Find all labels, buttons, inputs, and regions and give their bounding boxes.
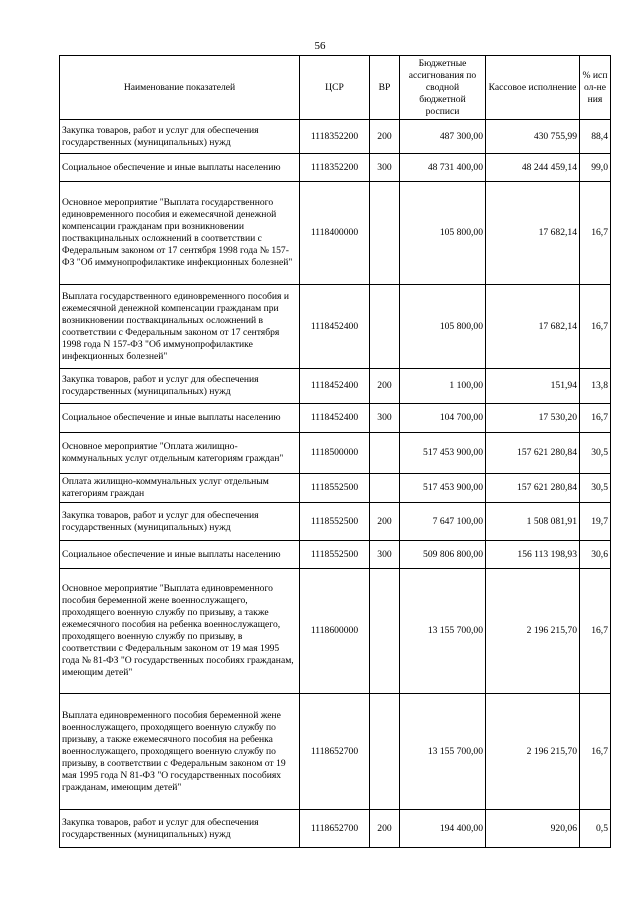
- row-budget: 1 100,00: [400, 369, 486, 404]
- table-row: [60, 120, 611, 154]
- row-name: Социальное обеспечение и иные выплаты населению: [60, 154, 300, 182]
- row-pct: 30,5: [580, 433, 611, 474]
- row-code: 1118400000: [300, 182, 370, 285]
- row-vr: [370, 433, 400, 474]
- row-budget: 105 800,00: [400, 285, 486, 369]
- row-pct: 16,7: [580, 694, 611, 810]
- row-pct: 88,4: [580, 120, 611, 154]
- row-name: Выплата единовременного пособия беременной жене военнослужащего, проходящего военную службу по призыву, а также ежемесячного пособия на ребенка военнослужащего, проходящего военную службу по призыву, в соответствии с Федеральным законом от 19 мая 1995 года N 81-ФЗ "О государственных пособиях гражданам, имеющим детей": [60, 694, 300, 810]
- table-row: [60, 541, 611, 569]
- row-vr: [370, 569, 400, 694]
- row-budget: 7 647 100,00: [400, 503, 486, 541]
- table-row: [60, 503, 611, 541]
- row-cash: 156 113 198,93: [486, 541, 580, 569]
- row-name: Основное мероприятие "Оплата жилищно-коммунальных услуг отдельным категориям граждан": [60, 433, 300, 474]
- row-code: 1118352200: [300, 120, 370, 154]
- row-code: 1118500000: [300, 433, 370, 474]
- row-budget: 517 453 900,00: [400, 433, 486, 474]
- row-budget: 104 700,00: [400, 404, 486, 433]
- row-pct: 99,0: [580, 154, 611, 182]
- header-vr: ВР: [370, 56, 400, 120]
- row-name: Социальное обеспечение и иные выплаты населению: [60, 404, 300, 433]
- row-name: Закупка товаров, работ и услуг для обеспечения государственных (муниципальных) нужд: [60, 369, 300, 404]
- row-vr: [370, 694, 400, 810]
- header-budget: Бюджетные ассигнования по сводной бюджетной росписи: [400, 56, 486, 120]
- row-vr: 300: [370, 541, 400, 569]
- table-row: [60, 404, 611, 433]
- table-row: [60, 694, 611, 810]
- row-code: 1118652700: [300, 694, 370, 810]
- row-vr: 200: [370, 369, 400, 404]
- row-vr: 300: [370, 404, 400, 433]
- row-budget: 48 731 400,00: [400, 154, 486, 182]
- row-pct: 16,7: [580, 285, 611, 369]
- row-name: Основное мероприятие "Выплата государственного единовременного пособия и ежемесячной денежной компенсации гражданам при возникновении поствакцинальных осложнений в соответствии с Федеральным законом от 17 сентября 1998 года № 157-ФЗ "Об иммунопрофилактике инфекционных болезней": [60, 182, 300, 285]
- row-cash: 17 530,20: [486, 404, 580, 433]
- row-budget: 13 155 700,00: [400, 569, 486, 694]
- row-budget: 194 400,00: [400, 810, 486, 848]
- row-code: 1118452400: [300, 369, 370, 404]
- row-name: Закупка товаров, работ и услуг для обеспечения государственных (муниципальных) нужд: [60, 810, 300, 848]
- header-pct: % испол-нения: [580, 56, 611, 120]
- table-row: [60, 285, 611, 369]
- row-name: Закупка товаров, работ и услуг для обеспечения государственных (муниципальных) нужд: [60, 503, 300, 541]
- row-budget: 517 453 900,00: [400, 474, 486, 503]
- header-code: ЦСР: [300, 56, 370, 120]
- row-code: 1118352200: [300, 154, 370, 182]
- row-cash: 2 196 215,70: [486, 569, 580, 694]
- row-vr: 200: [370, 503, 400, 541]
- table-row: [60, 182, 611, 285]
- row-budget: 487 300,00: [400, 120, 486, 154]
- row-code: 1118552500: [300, 474, 370, 503]
- row-cash: 1 508 081,91: [486, 503, 580, 541]
- row-name: Выплата государственного единовременного пособия и ежемесячной денежной компенсации гражданам при возникновении поствакцинальных осложнений в соответствии с Федеральным законом от 17 сентября 1998 года N 157-ФЗ "Об иммунопрофилактике инфекционных болезней": [60, 285, 300, 369]
- row-cash: 151,94: [486, 369, 580, 404]
- row-vr: 300: [370, 154, 400, 182]
- table-row: [60, 810, 611, 848]
- row-cash: 17 682,14: [486, 182, 580, 285]
- row-pct: 19,7: [580, 503, 611, 541]
- row-name: Закупка товаров, работ и услуг для обеспечения государственных (муниципальных) нужд: [60, 120, 300, 154]
- table-header-row: [60, 56, 611, 120]
- row-code: 1118452400: [300, 404, 370, 433]
- row-vr: [370, 182, 400, 285]
- row-pct: 0,5: [580, 810, 611, 848]
- row-code: 1118452400: [300, 285, 370, 369]
- row-pct: 30,6: [580, 541, 611, 569]
- row-budget: 13 155 700,00: [400, 694, 486, 810]
- row-pct: 13,8: [580, 369, 611, 404]
- row-code: 1118552500: [300, 503, 370, 541]
- row-cash: 157 621 280,84: [486, 433, 580, 474]
- table-row: [60, 369, 611, 404]
- row-cash: 17 682,14: [486, 285, 580, 369]
- row-name: Социальное обеспечение и иные выплаты населению: [60, 541, 300, 569]
- row-name: Оплата жилищно-коммунальных услуг отдельным категориям граждан: [60, 474, 300, 503]
- row-budget: 509 806 800,00: [400, 541, 486, 569]
- row-pct: 16,7: [580, 182, 611, 285]
- table-row: [60, 433, 611, 474]
- row-vr: [370, 474, 400, 503]
- row-code: 1118552500: [300, 541, 370, 569]
- header-cash: Кассовое исполнение: [486, 56, 580, 120]
- row-pct: 16,7: [580, 404, 611, 433]
- row-vr: [370, 285, 400, 369]
- budget-execution-table: [59, 55, 611, 848]
- row-cash: 430 755,99: [486, 120, 580, 154]
- table-row: [60, 154, 611, 182]
- row-code: 1118652700: [300, 810, 370, 848]
- table-row: [60, 474, 611, 503]
- row-name: Основное мероприятие "Выплата единовременного пособия беременной жене военнослужащего, проходящего военную службу по призыву, а также ежемесячного пособия на ребенка военнослужащего, проходящего военную службу по призыву, в соответствии с Федеральным законом от 19 мая 1995 года № 81-ФЗ "О государственных пособиях гражданам, имеющим детей": [60, 569, 300, 694]
- row-pct: 16,7: [580, 569, 611, 694]
- row-cash: 920,06: [486, 810, 580, 848]
- row-code: 1118600000: [300, 569, 370, 694]
- row-cash: 2 196 215,70: [486, 694, 580, 810]
- row-pct: 30,5: [580, 474, 611, 503]
- row-cash: 157 621 280,84: [486, 474, 580, 503]
- page-number: 56: [314, 40, 326, 52]
- row-budget: 105 800,00: [400, 182, 486, 285]
- header-name: Наименование показателей: [60, 56, 300, 120]
- row-vr: 200: [370, 810, 400, 848]
- row-cash: 48 244 459,14: [486, 154, 580, 182]
- table-row: [60, 569, 611, 694]
- row-vr: 200: [370, 120, 400, 154]
